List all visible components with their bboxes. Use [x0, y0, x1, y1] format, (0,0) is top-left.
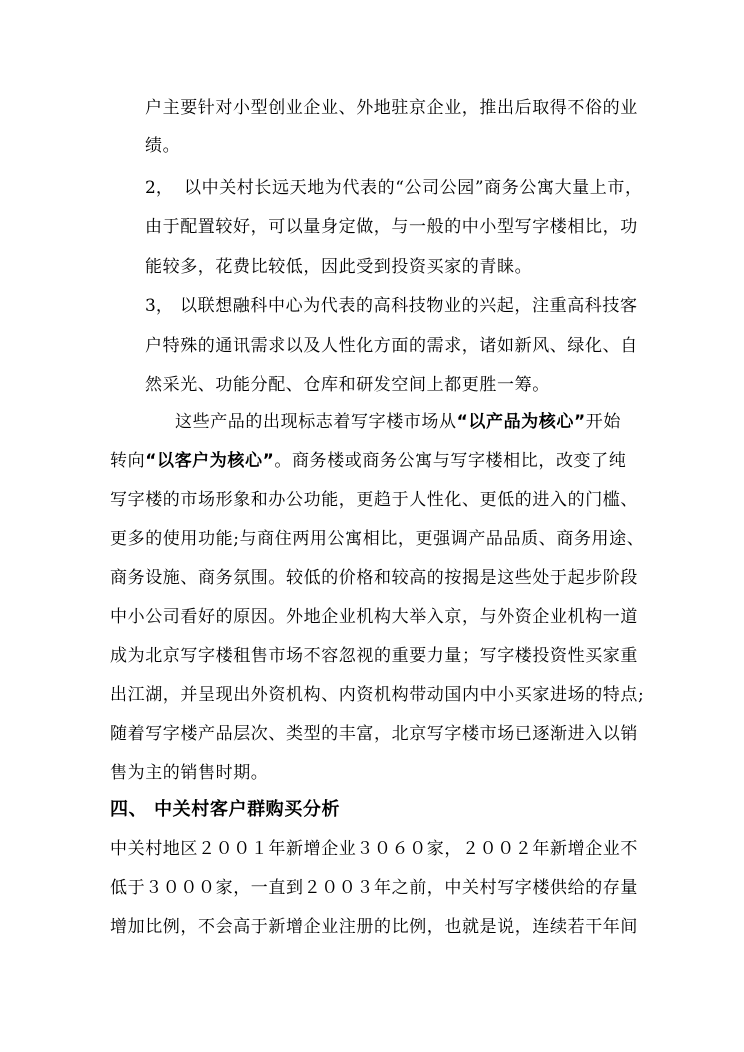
text-line: 以联想融科中心为代表的高科技物业的兴起，注重高科技客	[180, 296, 638, 316]
text-line: 写字楼的市场形象和办公功能，更趋于人性化、更低的进入的门槛、	[110, 490, 638, 510]
list-number: 3，	[145, 296, 173, 316]
text-line: 户特殊的通讯需求以及人性化方面的需求，诸如新风、绿化、自	[145, 336, 638, 356]
text-line: 商务设施、商务氛围。较低的价格和较高的按揭是这些处于起步阶段	[110, 568, 638, 588]
text-line: 出江湖，并呈现出外资机构、内资机构带动国内中小买家进场的特点;	[110, 685, 645, 705]
text-line: 成为北京写字楼租售市场不容忽视的重要力量；写字楼投资性买家重	[110, 646, 638, 666]
text-line	[175, 411, 621, 433]
text-line: 增加比例，不会高于新增企业注册的比例，也就是说，连续若干年间	[110, 917, 638, 937]
text-line: 由于配置较好，可以量身定做，与一般的中小型写字楼相比，功	[145, 217, 638, 237]
plain-text: 。商务楼或商务公寓与写字楼相比，改变了纯	[274, 451, 627, 471]
text-line: 随着写字楼产品层次、类型的丰富，北京写字楼市场已逐渐进入以销	[110, 724, 638, 744]
plain-text: 这些产品的出现标志着写字楼市场从	[175, 412, 457, 432]
section-heading: 四、 中关村客户群购买分析	[110, 799, 341, 820]
text-line: 绩。	[145, 136, 181, 156]
text-line: 能较多，花费比较低，因此受到投资买家的青睐。	[145, 257, 533, 277]
text-line: 售为主的销售时期。	[110, 763, 269, 783]
text-line: 中小公司看好的原因。外地企业机构大举入京，与外资企业机构一道	[110, 607, 638, 627]
bold-emphasis: “以客户为核心”	[145, 451, 275, 471]
text-line: 低于３０００家，一直到２００３年之前，中关村写字楼供给的存量	[110, 878, 638, 898]
plain-text: 开始	[585, 412, 621, 432]
text-line	[110, 450, 626, 472]
text-line: 户主要针对小型创业企业、外地驻京企业，推出后取得不俗的业	[145, 98, 638, 118]
text-line: 更多的使用功能;与商住两用公寓相比，更强调产品品质、商务用途、	[110, 529, 645, 549]
text-line: 中关村地区２００１年新增企业３０６０家，２００２年新增企业不	[110, 839, 638, 859]
bold-emphasis: “以产品为核心”	[456, 412, 586, 432]
list-number: 2，	[145, 178, 173, 198]
text-line: 然采光、功能分配、仓库和研发空间上都更胜一筹。	[145, 375, 550, 395]
plain-text: 转向	[110, 451, 146, 471]
text-line: 以中关村长远天地为代表的“公司公园”商务公寓大量上市，	[184, 178, 643, 198]
